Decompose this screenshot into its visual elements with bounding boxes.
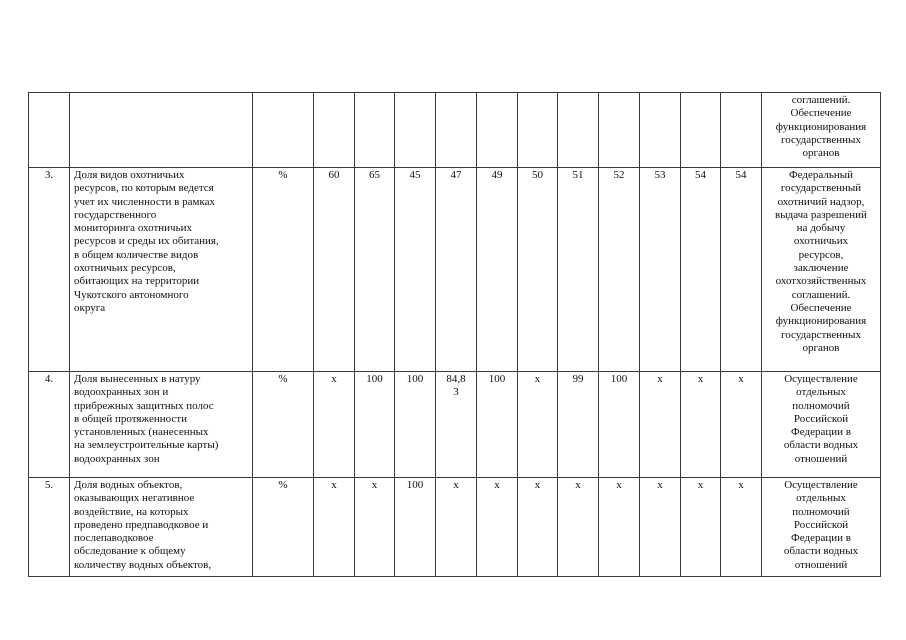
description-line: округа [74, 301, 106, 314]
note-line: государственных [781, 328, 861, 341]
value-cell: 100 [355, 372, 395, 478]
description-line: на землеустроительные карты) [74, 439, 219, 452]
value-cell: х [518, 478, 558, 577]
note-line: области водных [783, 439, 859, 452]
value-cell: х [314, 478, 355, 577]
description-line: послепаводковое [74, 532, 154, 545]
note-line: отношений [794, 558, 848, 571]
value-cell [395, 93, 436, 168]
description-line: количеству водных объектов, [74, 558, 212, 571]
description-line: Доля водных объектов, [74, 479, 183, 491]
note-line: отдельных [796, 492, 846, 505]
row-number-cell: 3. [29, 168, 70, 372]
value-cell: х [314, 372, 355, 478]
note-line: Обеспечение [790, 107, 852, 120]
description-line: прибрежных защитных полос [74, 399, 214, 412]
note-line: Федерации в [791, 426, 851, 439]
description-line: водоохранных зон и [74, 386, 169, 399]
note-line: отношений [794, 452, 848, 465]
table-row [29, 93, 881, 168]
note-line: Осуществление [784, 373, 858, 385]
value-cell: 99 [558, 372, 599, 478]
note-line: Российской [793, 412, 849, 425]
description-line: Доля вынесенных в натуру [74, 373, 201, 385]
value-cell [599, 93, 640, 168]
note-line: соглашений. [791, 288, 851, 301]
description-line: охотничьих ресурсов, [74, 262, 176, 275]
value-cell: х [721, 372, 762, 478]
indicators-table [28, 92, 881, 577]
note-line: охотничий надзор, [777, 195, 865, 208]
note-line: Федерации в [791, 532, 851, 545]
value-cell: 53 [640, 168, 681, 372]
value-cell [721, 93, 762, 168]
value-cell [314, 93, 355, 168]
value-cell [681, 93, 721, 168]
description-line: водоохранных зон [74, 452, 160, 465]
note-line: отдельных [796, 386, 846, 399]
description-line: установленных (нанесенных [74, 426, 209, 439]
value-cell: х [355, 478, 395, 577]
indicator-description-cell [70, 478, 253, 577]
note-line: функционирования [775, 315, 867, 328]
note-line: государственных [781, 133, 861, 146]
value-cell: 51 [558, 168, 599, 372]
value-cell: х [599, 478, 640, 577]
value-cell [518, 93, 558, 168]
table-row [29, 478, 881, 577]
note-line: охотхозяйственных [775, 275, 867, 288]
note-line: полномочий [792, 399, 850, 412]
value-cell [355, 93, 395, 168]
description-line: обследование к общему [74, 545, 186, 558]
value-cell: 47 [436, 168, 477, 372]
value-cell [436, 93, 477, 168]
description-line: обитающих на территории [74, 275, 200, 288]
description-line: государственного [74, 208, 157, 221]
description-line: Доля видов охотничьих [74, 169, 185, 181]
row-number-cell [29, 93, 70, 168]
value-cell: 52 [599, 168, 640, 372]
unit-cell: % [253, 168, 314, 372]
note-line: Осуществление [784, 479, 858, 491]
indicator-description-cell [70, 168, 253, 372]
row-number-cell: 5. [29, 478, 70, 577]
value-cell: х [640, 372, 681, 478]
note-line: охотничьих [793, 235, 849, 248]
unit-cell: % [253, 478, 314, 577]
value-cell: 100 [395, 372, 436, 478]
value-cell: х [640, 478, 681, 577]
value-cell: 84,8 3 [436, 372, 477, 478]
note-line: на добычу [796, 222, 846, 235]
activity-note-cell [762, 168, 881, 372]
value-cell: 45 [395, 168, 436, 372]
value-cell: х [436, 478, 477, 577]
value-cell [640, 93, 681, 168]
description-line: ресурсов, по которым ведется [74, 182, 214, 195]
note-line: области водных [783, 545, 859, 558]
note-line: ресурсов, [798, 248, 844, 261]
value-cell [477, 93, 518, 168]
value-cell: 50 [518, 168, 558, 372]
activity-note-cell [762, 478, 881, 577]
value-cell: 54 [681, 168, 721, 372]
value-cell: 65 [355, 168, 395, 372]
activity-note-cell [762, 372, 881, 478]
value-cell: 100 [477, 372, 518, 478]
value-cell: 54 [721, 168, 762, 372]
description-line: в общей протяженности [74, 412, 187, 425]
value-cell [558, 93, 599, 168]
description-line: Чукотского автономного [74, 288, 189, 301]
note-line: государственный [780, 182, 862, 195]
value-cell: 100 [599, 372, 640, 478]
value-cell: х [558, 478, 599, 577]
description-line: мониторинга охотничьих [74, 222, 192, 235]
value-cell: 60 [314, 168, 355, 372]
value-cell: х [681, 478, 721, 577]
description-line: проведено предпаводковое и [74, 518, 209, 531]
description-line: ресурсов и среды их обитания, [74, 235, 219, 248]
value-cell: 49 [477, 168, 518, 372]
note-line: органов [802, 341, 840, 354]
note-line: заключение [793, 262, 849, 275]
value-cell: х [721, 478, 762, 577]
indicator-description-cell [70, 372, 253, 478]
unit-cell [253, 93, 314, 168]
note-line: Федеральный [788, 169, 854, 181]
value-cell: 100 [395, 478, 436, 577]
description-line: воздействие, на которых [74, 505, 189, 518]
note-line: выдача разрешений [775, 208, 867, 221]
description-line: учет их численности в рамках [74, 195, 216, 208]
table-body [29, 93, 881, 577]
unit-cell: % [253, 372, 314, 478]
activity-note-cell [762, 93, 881, 168]
note-line: Российской [793, 518, 849, 531]
note-line: полномочий [792, 505, 850, 518]
row-number-cell: 4. [29, 372, 70, 478]
note-line: соглашений. [791, 94, 851, 106]
description-line: оказывающих негативное [74, 492, 195, 505]
value-cell: х [518, 372, 558, 478]
value-cell: х [681, 372, 721, 478]
table-row [29, 372, 881, 478]
description-line: в общем количестве видов [74, 248, 199, 261]
value-cell: х [477, 478, 518, 577]
note-line: органов [802, 147, 840, 160]
indicator-description-cell [70, 93, 253, 168]
note-line: функционирования [775, 120, 867, 133]
note-line: Обеспечение [790, 301, 852, 314]
table-row [29, 168, 881, 372]
